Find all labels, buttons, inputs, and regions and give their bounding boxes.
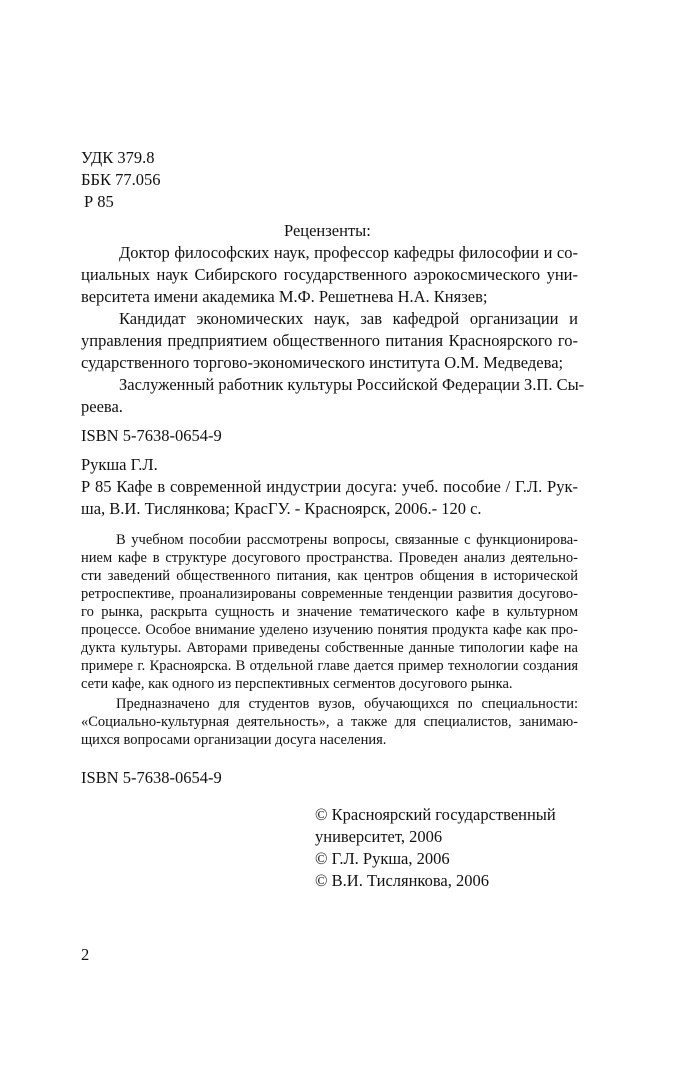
copyright-line: © Красноярский государственный <box>315 805 556 824</box>
annotation-line: дукта культуры. Авторами приведены собственные данные типологии кафе на <box>81 640 578 656</box>
reviewer-1-line: циальных наук Сибирского государственного аэрокосмического уни- <box>81 265 578 284</box>
annotation-line: нием кафе в структуре досугового пространства. Проведен анализ деятельно- <box>81 550 578 566</box>
copyright-line: © Г.Л. Рукша, 2006 <box>315 849 450 868</box>
udk-code: УДК 379.8 <box>81 148 155 167</box>
reviewer-1-line: верситета имени академика М.Ф. Решетнева Н.А. Князев; <box>81 287 488 306</box>
reviewers-heading: Рецензенты: <box>284 221 371 240</box>
bib-title-line: Р 85 Кафе в современной индустрии досуга: учеб. пособие / Г.Л. Рук- <box>81 477 578 496</box>
annotation-line: го рынка, раскрыта сущность и значение тематического кафе в культурном <box>81 604 578 620</box>
isbn-bottom: ISBN 5-7638-0654-9 <box>81 768 222 787</box>
bib-title-line: ша, В.И. Тислянкова; КрасГУ. - Красноярск, 2006.- 120 с. <box>81 499 482 518</box>
page-number: 2 <box>81 945 90 964</box>
bbk-code: ББК 77.056 <box>81 170 161 189</box>
reviewer-2-line: сударственного торгово-экономического института О.М. Медведева; <box>81 353 564 372</box>
copyright-line: университет, 2006 <box>315 827 443 846</box>
annotation-line: В учебном пособии рассмотрены вопросы, связанные с функционирова- <box>116 532 578 548</box>
bib-author: Рукша Г.Л. <box>81 455 158 474</box>
reviewer-1-line: Доктор философских наук, профессор кафедры философии и со- <box>119 243 578 262</box>
reviewer-2-line: Кандидат экономических наук, зав кафедрой организации и <box>119 309 578 328</box>
reviewer-3-line: Заслуженный работник культуры Российской Федерации З.П. Сы- <box>119 375 585 394</box>
annotation-line: щихся вопросами организации досуга населения. <box>81 732 387 748</box>
annotation-line: сти заведений общественного питания, как центров общения в исторической <box>81 568 578 584</box>
reviewer-2-line: управления предприятием общественного питания Красноярского го- <box>81 331 578 350</box>
annotation-line: «Социально-культурная деятельность», а также для специалистов, занимаю- <box>81 714 578 730</box>
annotation-line: ретроспективе, проанализированы современные тенденции развития досугово- <box>81 586 578 602</box>
isbn-top: ISBN 5-7638-0654-9 <box>81 426 222 445</box>
reviewer-3-line: реева. <box>81 397 123 416</box>
annotation-line: процессе. Особое внимание уделено изучению понятия продукта кафе как про- <box>81 622 578 638</box>
author-mark: Р 85 <box>84 192 114 211</box>
annotation-line: примере г. Красноярска. В отдельной главе дается пример технологии создания <box>81 658 578 674</box>
copyright-line: © В.И. Тислянкова, 2006 <box>315 871 490 890</box>
annotation-line: сети кафе, как одного из перспективных сегментов досугового рынка. <box>81 676 513 692</box>
annotation-line: Предназначено для студентов вузов, обучающихся по специальности: <box>116 696 578 712</box>
